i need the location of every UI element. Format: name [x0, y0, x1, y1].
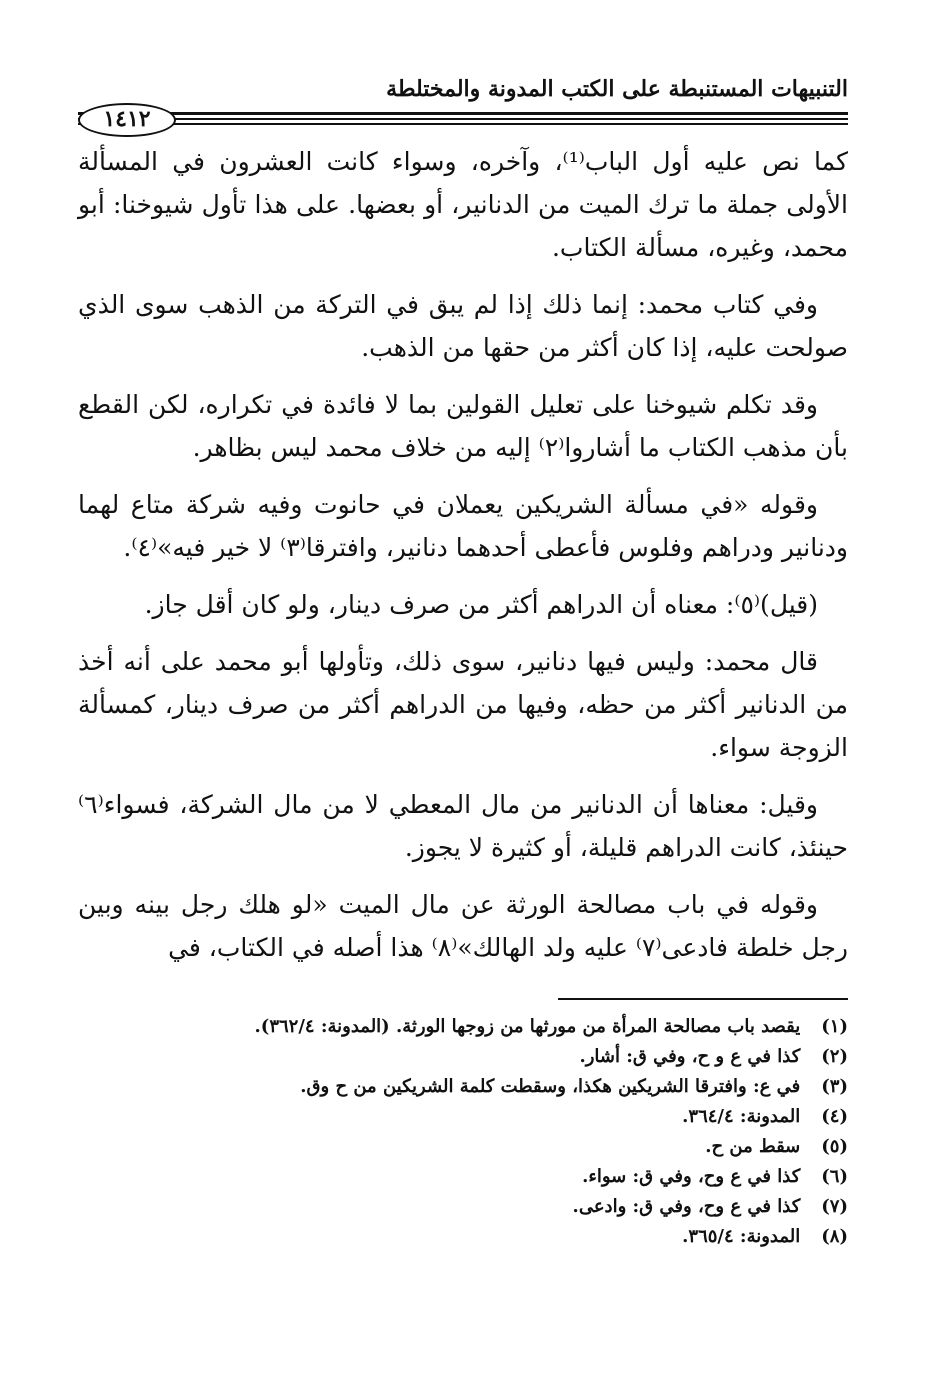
- footnote-number: (٢): [821, 1046, 848, 1067]
- footnote: [148, 1072, 848, 1102]
- footnote-text: في ع: وافترقا الشريكين هكذا، وسقطت كلمة الشريكين من ح وق.: [300, 1076, 801, 1097]
- footnote: [148, 1102, 848, 1132]
- footnote: [148, 1042, 848, 1072]
- footnote-number: (٧): [821, 1196, 848, 1217]
- header-rule-thick: [78, 112, 848, 115]
- paragraph: وفي كتاب محمد: إنما ذلك إذا لم يبق في التركة من الذهب سوى الذي صولحت عليه، إذا كان أكثر من حقها من الذهب.: [78, 290, 848, 362]
- footnote-number: (٦): [821, 1166, 848, 1187]
- paragraph: وقيل: معناها أن الدنانير من مال المعطي لا من مال الشركة، فسواء⁽٦⁾ حينئذ، كانت الدراهم قليلة، أو كثيرة لا يجوز.: [78, 790, 848, 862]
- footnotes: [148, 1012, 848, 1252]
- paragraph: قال محمد: وليس فيها دنانير، سوى ذلك، وتأولها أبو محمد على أنه أخذ من الدنانير أكثر من حظه، وفيها من الدراهم أكثر من صرف دينار، كمسألة الزوجة سواء.: [78, 647, 848, 762]
- footnote-number: (٣): [821, 1076, 848, 1097]
- paragraph: وقوله في باب مصالحة الورثة عن مال الميت «لو هلك رجل بينه وبين رجل خلطة فادعى⁽٧⁾ عليه ولد الهالك»⁽٨⁾ هذا أصله في الكتاب، في: [78, 890, 848, 962]
- running-title: التنبيهات المستنبطة على الكتب المدونة والمختلطة: [386, 76, 848, 102]
- footnote-number: (٤): [821, 1106, 848, 1127]
- footnote-number: (٥): [821, 1136, 848, 1157]
- header-rule-thin: [78, 123, 848, 125]
- footnote: [148, 1012, 848, 1042]
- footnote-text: سقط من ح.: [705, 1136, 801, 1157]
- paragraph: وقوله «في مسألة الشريكين يعملان في حانوت وفيه شركة متاع لهما ودنانير ودراهم وفلوس فأعطى أحدهما دنانير، وافترقا⁽٣⁾ لا خير فيه»⁽٤⁾.: [78, 490, 848, 562]
- footnote-text: المدونة: ٣٦٤/٤.: [682, 1106, 801, 1127]
- footnote-text: المدونة: ٣٦٥/٤.: [682, 1226, 801, 1247]
- footnote-number: (١): [821, 1016, 848, 1037]
- body-text: [78, 140, 848, 983]
- footnote-divider: [558, 998, 848, 1000]
- footnote-text: يقصد باب مصالحة المرأة من مورثها من زوجها الورثة. (المدونة: ٣٦٢/٤).: [254, 1016, 801, 1037]
- paragraph: (قيل)⁽٥⁾: معناه أن الدراهم أكثر من صرف دينار، ولو كان أقل جاز.: [144, 590, 818, 619]
- header-rule-thin: [78, 118, 848, 120]
- page-header: [78, 72, 848, 132]
- footnote: [148, 1132, 848, 1162]
- footnote: [148, 1162, 848, 1192]
- footnote-number: (٨): [821, 1226, 848, 1247]
- paragraph: كما نص عليه أول الباب⁽¹⁾، وآخره، وسواء كانت العشرون في المسألة الأولى جملة ما ترك الميت من الدنانير، أو بعضها. على هذا تأول شيوخنا: أبو محمد، وغيره، مسألة الكتاب.: [78, 147, 848, 262]
- page-number: ١٤١٢: [78, 103, 176, 137]
- footnote: [148, 1192, 848, 1222]
- footnote-text: كذا في ع و ح، وفي ق: أشار.: [579, 1046, 801, 1067]
- paragraph: وقد تكلم شيوخنا على تعليل القولين بما لا فائدة في تكراره، لكن القطع بأن مذهب الكتاب ما أشاروا⁽٢⁾ إليه من خلاف محمد ليس بظاهر.: [78, 390, 848, 462]
- footnote-text: كذا في ع وح، وفي ق: وادعى.: [572, 1196, 801, 1217]
- footnote-text: كذا في ع وح، وفي ق: سواء.: [582, 1166, 801, 1187]
- footnote: [148, 1222, 848, 1252]
